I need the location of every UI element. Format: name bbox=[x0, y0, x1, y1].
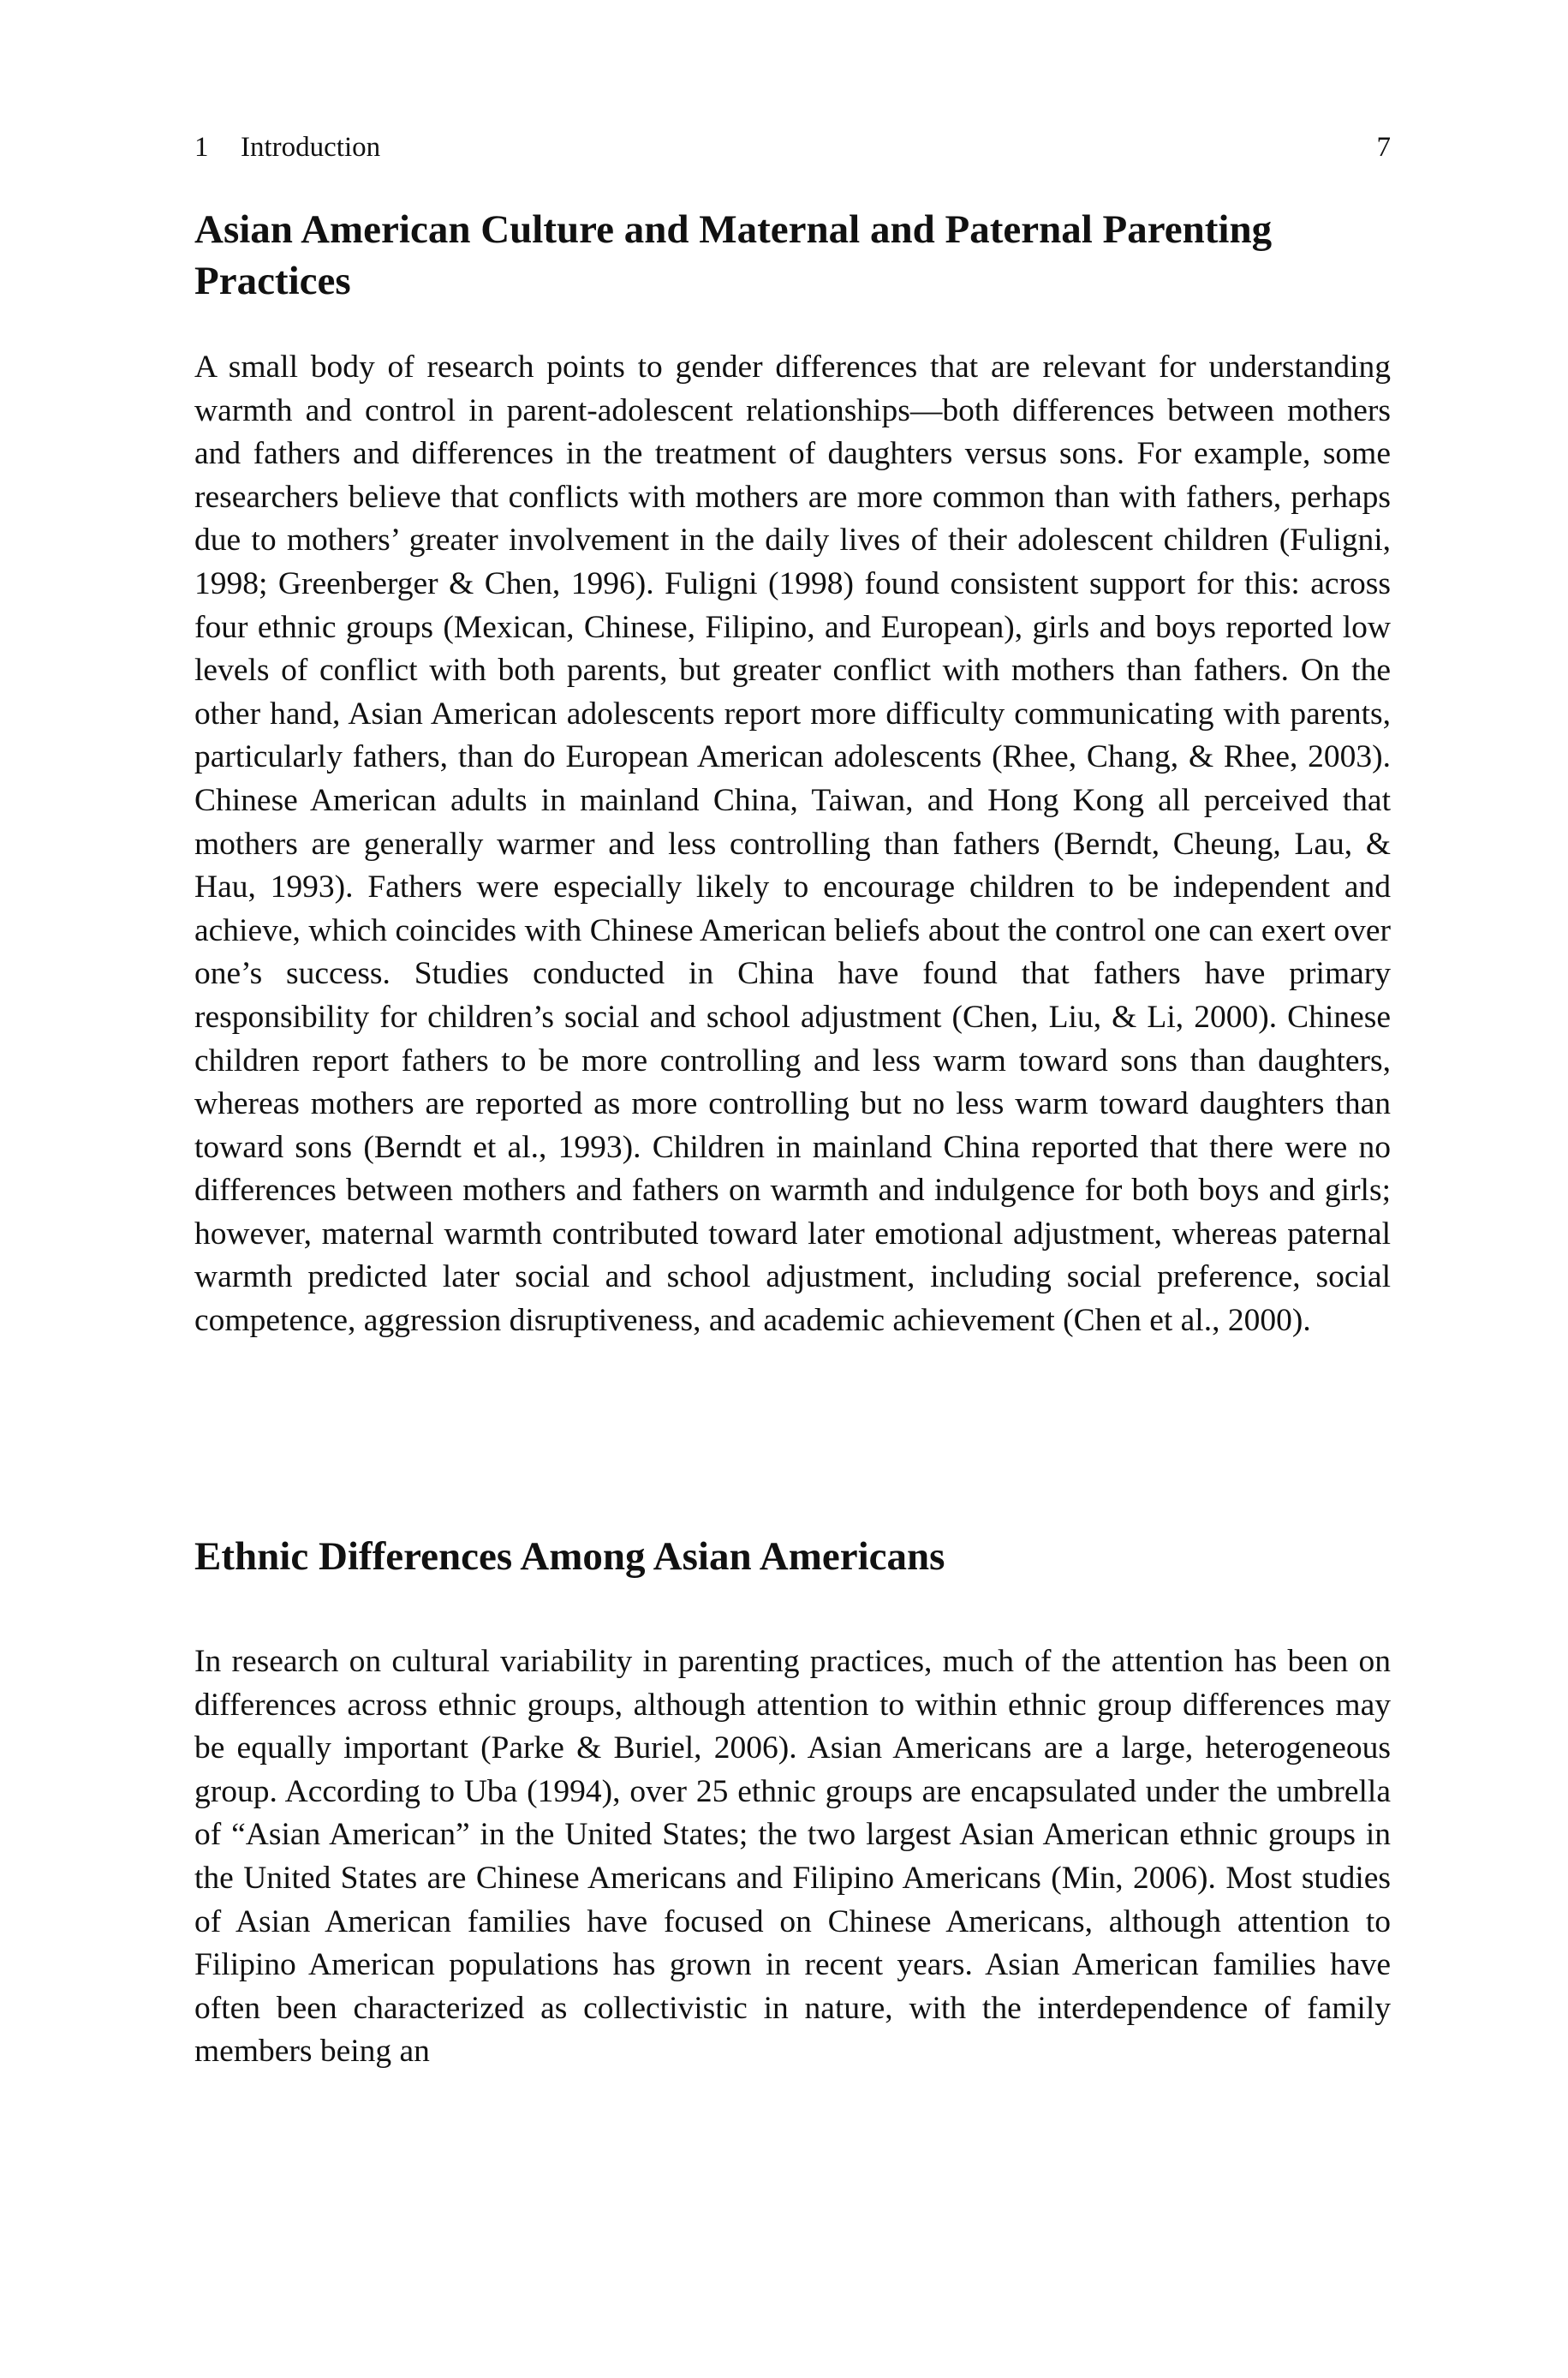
paragraph-gender-differences: A small body of research points to gender differences that are relevant for understanding warmth and control in parent-adolescent relationships—both differences between mothers and fathers and differences in the treatment of daughters versus sons. For example, some researchers believe that conflicts with mothers are more common than with fathers, perhaps due to mothers’ greater involvement in the daily lives of their adolescent children (Fuligni, 1998; Greenberger & Chen, 1996). Fuligni (1998) found consistent support for this: across four ethnic groups (Mexican, Chinese, Filipino, and European), girls and boys reported low levels of conflict with both parents, but greater conflict with mothers than fathers. On the other hand, Asian American adolescents report more difficulty communicating with parents, particularly fathers, than do European American adolescents (Rhee, Chang, & Rhee, 2003). Chinese American adults in mainland China, Taiwan, and Hong Kong all perceived that mothers are generally warmer and less controlling than fathers (Berndt, Cheung, Lau, & Hau, 1993). Fathers were especially likely to encourage children to be independent and achieve, which coincides with Chinese American beliefs about the control one can exert over one’s success. Studies conducted in China have found that fathers have primary responsibility for children’s social and school adjustment (Chen, Liu, & Li, 2000). Chinese children report fathers to be more controlling and less warm toward sons than daughters, whereas mothers are reported as more controlling but no less warm toward daughters than toward sons (Berndt et al., 1993). Children in mainland China reported that there were no differences between mothers and fathers on warmth and indulgence for both boys and girls; however, maternal warmth contributed toward later emotional adjustment, whereas paternal warmth predicted later social and school adjustment, including social preference, social competence, aggression disruptiveness, and academic achievement (Chen et al., 2000). bbox=[194, 350, 1391, 1339]
paragraph-ethnic-groups: In research on cultural variability in parenting practices, much of the attention has been on differences across ethnic groups, although attention to within ethnic group differences may be equally important (Parke & Buriel, 2006). Asian Americans are a large, heterogeneous group. According to Uba (1994), over 25 ethnic groups are encapsulated under the umbrella of “Asian American” in the United States; the two largest Asian American ethnic groups in the United States are Chinese Americans and Filipino Americans (Min, 2006). Most studies of Asian American families have focused on Chinese Americans, although attention to Filipino American populations has grown in recent years. Asian American families have often been characterized as collectivistic in nature, with the interdependence of family members being an bbox=[194, 1644, 1391, 2070]
section-heading-maternal-paternal: Asian American Culture and Maternal and Paternal Parenting Practices bbox=[194, 207, 1273, 303]
chapter-title: Introduction bbox=[241, 132, 381, 163]
section-heading-ethnic-differences: Ethnic Differences Among Asian Americans bbox=[194, 1534, 945, 1579]
page-number: 7 bbox=[1376, 132, 1391, 163]
running-head bbox=[194, 128, 1391, 166]
chapter-number: 1 bbox=[194, 132, 209, 163]
book-page bbox=[194, 0, 1391, 2378]
